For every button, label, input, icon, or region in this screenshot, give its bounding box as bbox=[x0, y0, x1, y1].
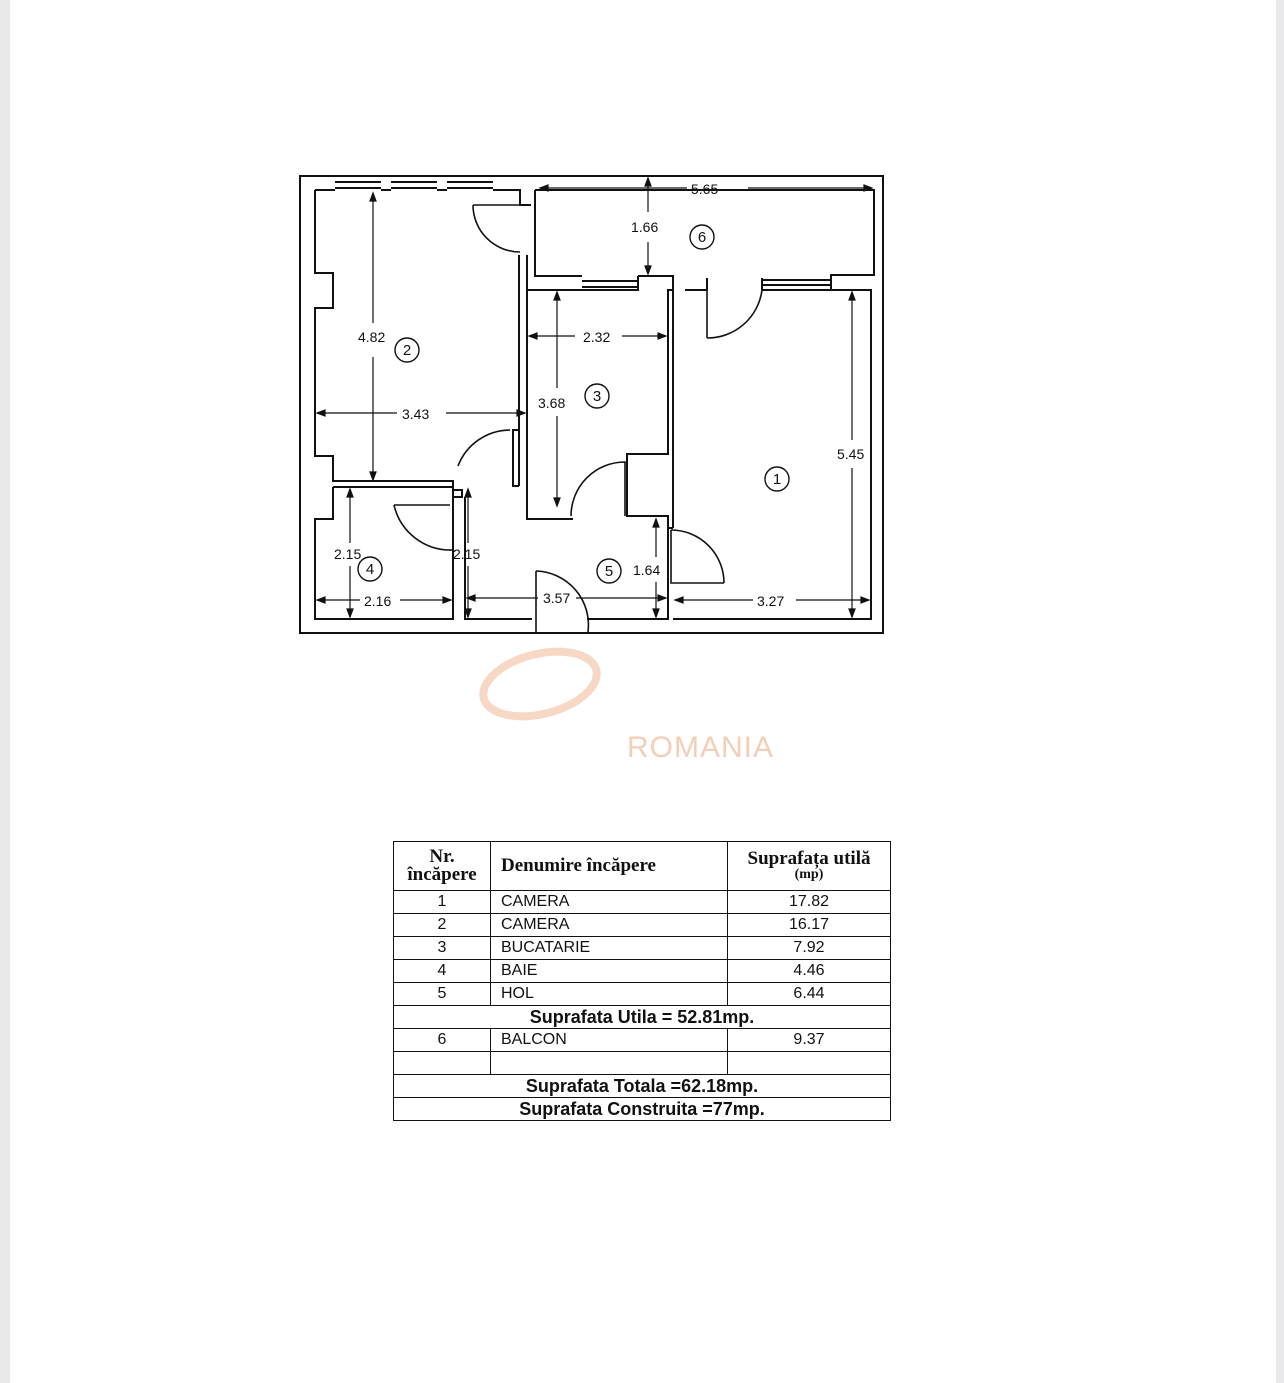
row-nr: 6 bbox=[394, 1029, 491, 1052]
dim-hall-height: 2.15 bbox=[453, 546, 481, 562]
room-number-5: 5 bbox=[604, 563, 614, 580]
table-row bbox=[394, 983, 891, 1006]
room1-door-jamb bbox=[707, 278, 762, 290]
room-number-4: 4 bbox=[365, 561, 375, 578]
door-swings bbox=[394, 205, 762, 632]
area-table bbox=[393, 841, 891, 1121]
header-area bbox=[728, 842, 891, 891]
row-name: BAIE bbox=[491, 960, 728, 983]
row-area: 16.17 bbox=[728, 914, 891, 937]
row-name: BUCATARIE bbox=[491, 937, 728, 960]
balcony-inner-wall bbox=[535, 190, 673, 290]
row-nr: 4 bbox=[394, 960, 491, 983]
summary-construita: Suprafata Construita =77mp. bbox=[394, 1098, 891, 1121]
dim-hall-depth: 1.64 bbox=[633, 562, 661, 578]
floor-plan bbox=[10, 0, 1276, 800]
header-nr-line2: încăpere bbox=[407, 864, 477, 885]
table-row bbox=[394, 960, 891, 983]
watermark-text: ROMANIA bbox=[627, 731, 775, 764]
row-name: CAMERA bbox=[491, 914, 728, 937]
row-nr: 3 bbox=[394, 937, 491, 960]
summary-row-utila bbox=[394, 1006, 891, 1029]
table-header-row bbox=[394, 842, 891, 891]
header-area-line1: Suprafața utilă bbox=[747, 848, 871, 869]
dim-room2-width: 3.43 bbox=[402, 406, 430, 422]
room-number-6: 6 bbox=[697, 229, 707, 246]
row-nr: 2 bbox=[394, 914, 491, 937]
row-nr: 5 bbox=[394, 983, 491, 1006]
row-area: 7.92 bbox=[728, 937, 891, 960]
window-top bbox=[335, 182, 493, 188]
summary-row-construita bbox=[394, 1098, 891, 1121]
empty-row bbox=[394, 1052, 891, 1075]
dim-hall-width: 3.57 bbox=[543, 590, 571, 606]
row-name: BALCON bbox=[491, 1029, 728, 1052]
bathroom-jamb bbox=[453, 490, 462, 497]
dim-room2-height: 4.82 bbox=[358, 329, 386, 345]
table-row bbox=[394, 1029, 891, 1052]
document-page bbox=[10, 0, 1276, 1383]
dim-kitchen-height: 3.68 bbox=[538, 395, 566, 411]
row-area: 9.37 bbox=[728, 1029, 891, 1052]
row-name: HOL bbox=[491, 983, 728, 1006]
dim-bath-width: 2.16 bbox=[364, 593, 392, 609]
room-number-2: 2 bbox=[402, 342, 412, 359]
room2-top-wall bbox=[315, 190, 531, 205]
summary-totala: Suprafata Totala =62.18mp. bbox=[394, 1075, 891, 1098]
header-nr-line1: Nr. bbox=[429, 846, 455, 867]
empty-cell bbox=[394, 1052, 491, 1075]
room-number-3: 3 bbox=[592, 388, 602, 405]
dim-room1-width: 3.27 bbox=[757, 593, 785, 609]
empty-cell bbox=[491, 1052, 728, 1075]
table-row bbox=[394, 937, 891, 960]
dim-room1-height: 5.45 bbox=[837, 446, 865, 462]
window-balcony bbox=[762, 280, 831, 285]
row-nr: 1 bbox=[394, 891, 491, 914]
row-name: CAMERA bbox=[491, 891, 728, 914]
window-kitchen bbox=[582, 281, 638, 287]
header-area-unit: (mp) bbox=[794, 867, 824, 882]
row-area: 17.82 bbox=[728, 891, 891, 914]
dim-balcony-length: 5.65 bbox=[691, 181, 719, 197]
row-area: 4.46 bbox=[728, 960, 891, 983]
watermark-logo bbox=[476, 641, 774, 764]
dim-bath-height: 2.15 bbox=[334, 546, 362, 562]
summary-utila: Suprafata Utila = 52.81mp. bbox=[394, 1006, 891, 1029]
dim-balcony-width: 1.66 bbox=[631, 219, 659, 235]
table-row bbox=[394, 891, 891, 914]
room-number-1: 1 bbox=[772, 471, 782, 488]
header-name: Denumire încăpere bbox=[491, 842, 728, 891]
row-area: 6.44 bbox=[728, 983, 891, 1006]
header-nr bbox=[394, 842, 491, 891]
outer-wall bbox=[300, 176, 883, 633]
empty-cell bbox=[728, 1052, 891, 1075]
dim-kitchen-width: 2.32 bbox=[583, 329, 611, 345]
table-row bbox=[394, 914, 891, 937]
summary-row-totala bbox=[394, 1075, 891, 1098]
